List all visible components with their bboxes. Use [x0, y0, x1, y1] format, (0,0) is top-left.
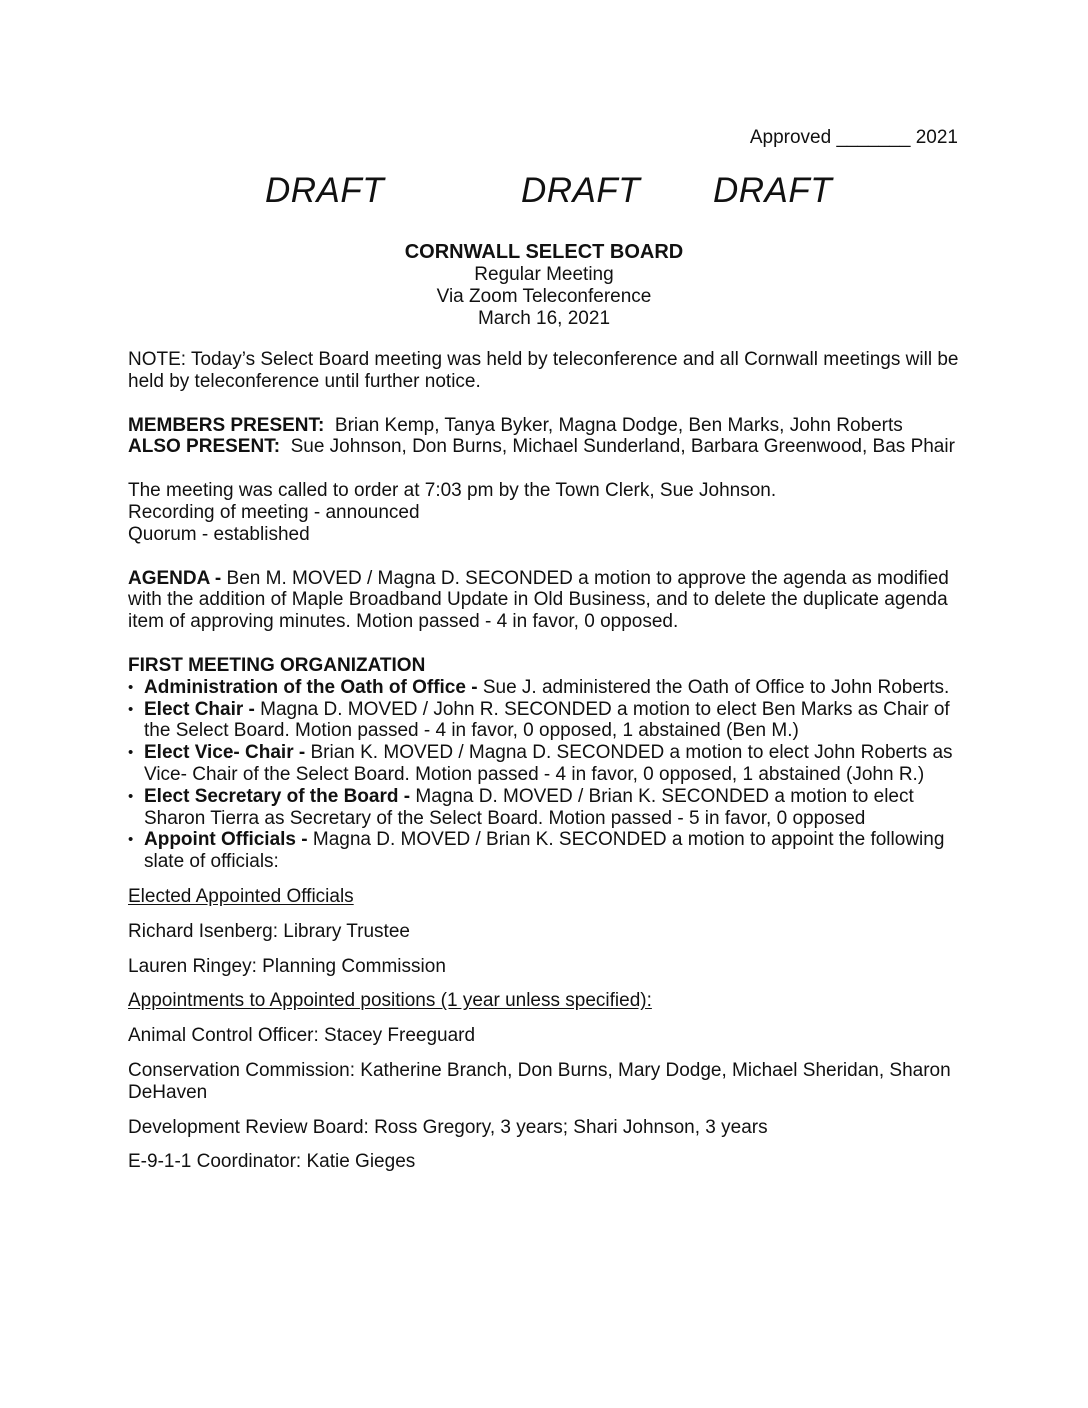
meeting-type: Regular Meeting: [474, 264, 614, 285]
document-header: [0, 241, 1088, 329]
also-present-label: ALSO PRESENT:: [128, 436, 281, 458]
draft-watermark: DRAFT: [521, 171, 641, 210]
meeting-venue: Via Zoom Teleconference: [436, 285, 652, 307]
list-item: [128, 786, 968, 830]
list-item: [128, 742, 968, 786]
section-heading: [128, 655, 968, 677]
appointment: Animal Control Officer: Stacey Freeguard: [128, 1025, 476, 1047]
agenda-text: Ben M. MOVED / Magna D. SECONDED a motion to approve the agenda as modified with the addition of Maple Broadband Update in Old Business, and to delete the duplicate agenda item of approving minutes. Motion passed - 4 in favor, 0 opposed.: [128, 567, 949, 633]
item-text: Magna D. MOVED / John R. SECONDED a motion to elect Ben Marks as Chair of the Select Board. Motion passed - 4 in favor, 0 opposed, 1 abstained (Ben M.): [144, 698, 950, 742]
organization-list: [128, 677, 968, 873]
members-present-label: MEMBERS PRESENT:: [128, 414, 325, 436]
members-present-list: Brian Kemp, Tanya Byker, Magna Dodge, Ben Marks, John Roberts: [334, 414, 903, 436]
bullet-icon: •: [128, 678, 134, 696]
teleconference-note: NOTE: Today’s Select Board meeting was held by teleconference and all Cornwall meetings will be held by teleconference until further notice.: [128, 349, 959, 392]
item-text: Magna D. MOVED / Brian K. SECONDED a motion to appoint the following slate of officials:: [144, 829, 945, 873]
item-label: Elect Chair -: [144, 698, 255, 720]
also-present: [128, 436, 968, 458]
appointment: Development Review Board: Ross Gregory, 3 years; Shari Johnson, 3 years: [128, 1116, 768, 1138]
also-present-list: Sue Johnson, Don Burns, Michael Sunderland, Barbara Greenwood, Bas Phair: [290, 436, 955, 458]
list-item: [128, 677, 968, 699]
list-item: [128, 829, 968, 873]
elected-officials-heading: Elected Appointed Officials: [128, 885, 354, 907]
item-label: Elect Vice- Chair -: [144, 742, 306, 764]
meeting-date: March 16, 2021: [477, 307, 611, 329]
appointments-heading: Appointments to Appointed positions (1 year unless specified):: [128, 990, 652, 1012]
bullet-icon: •: [128, 700, 134, 718]
approval-line: Approved _______ 2021: [749, 127, 958, 148]
call-to-order: The meeting was called to order at 7:03 pm by the Town Clerk, Sue Johnson.: [128, 480, 777, 502]
draft-watermark: DRAFT: [265, 171, 385, 210]
draft-watermark: DRAFT: [713, 171, 833, 210]
agenda-label: AGENDA -: [128, 567, 222, 589]
item-text: Brian K. MOVED / Magna D. SECONDED a motion to elect John Roberts as Vice- Chair of the Select Board. Motion passed - 4 in favor, 0 opposed, 1 abstained (John R.): [144, 742, 953, 785]
recording-note: Recording of meeting - announced: [128, 501, 420, 523]
elected-official: Lauren Ringey: Planning Commission: [128, 955, 446, 977]
bullet-icon: •: [128, 744, 134, 762]
agenda-motion: [128, 568, 968, 633]
document-title: CORNWALL SELECT BOARD: [404, 241, 684, 263]
minutes-body: [128, 349, 968, 1173]
appointment: E-9-1-1 Coordinator: Katie Gieges: [128, 1151, 416, 1173]
elected-official: Richard Isenberg: Library Trustee: [128, 920, 410, 942]
list-item: [128, 699, 968, 743]
item-label: Elect Secretary of the Board -: [144, 785, 411, 807]
first-meeting-heading: FIRST MEETING ORGANIZATION: [128, 654, 426, 676]
members-present: [128, 415, 968, 437]
bullet-icon: •: [128, 787, 134, 805]
item-text: Magna D. MOVED / Brian K. SECONDED a motion to elect Sharon Tierra as Secretary of the Select Board. Motion passed - 5 in favor, 0 opposed: [144, 785, 914, 829]
item-label: Appoint Officials -: [144, 829, 308, 851]
appointment: Conservation Commission: Katherine Branch, Don Burns, Mary Dodge, Michael Sheridan, Sharon DeHaven: [128, 1059, 951, 1103]
bullet-icon: •: [128, 831, 134, 849]
item-text: Sue J. administered the Oath of Office to John Roberts.: [482, 676, 950, 698]
quorum-note: Quorum - established: [128, 523, 310, 545]
item-label: Administration of the Oath of Office -: [144, 676, 478, 698]
